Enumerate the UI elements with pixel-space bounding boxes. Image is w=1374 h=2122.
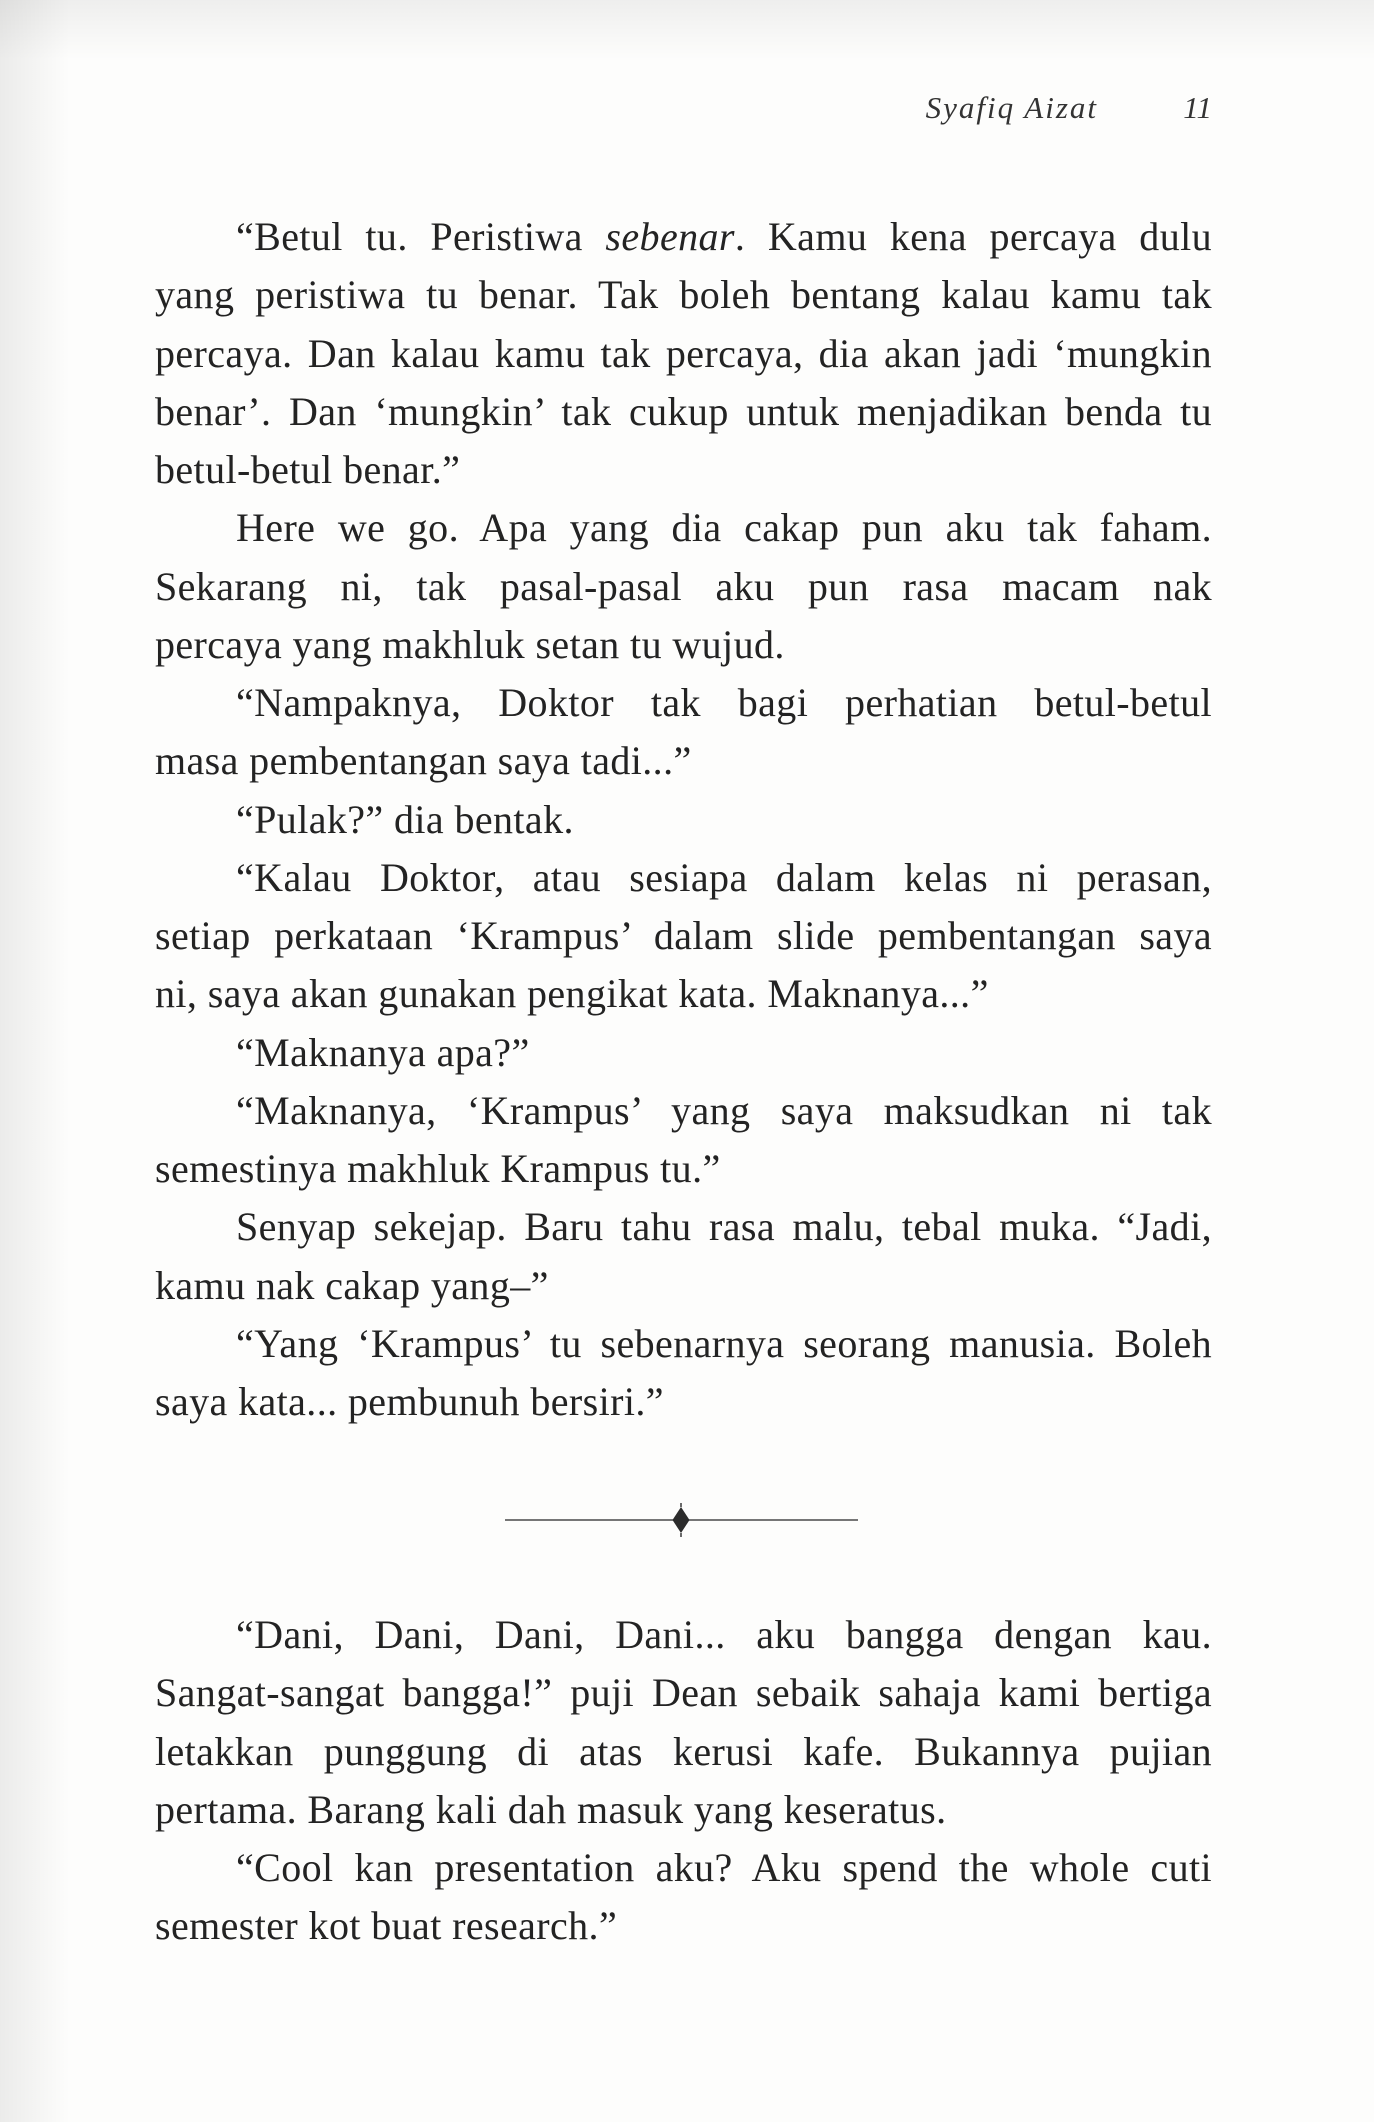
text-line: pertama. Barang kali dah masuk yang keseratus.	[155, 1786, 947, 1832]
paragraph	[155, 1315, 1212, 1432]
text-line: letakkan punggung di atas kerusi kafe. Bukannya pujian	[155, 1728, 1212, 1774]
running-header-author: Syafiq Aizat	[925, 90, 1098, 125]
text-line: benar’. Dan ‘mungkin’ tak cukup untuk menjadikan benda tu	[155, 388, 1212, 434]
text-line: setiap perkataan ‘Krampus’ dalam slide pembentangan saya	[155, 913, 1212, 958]
text-run: . Kamu kena percaya dulu	[734, 214, 1213, 259]
text-line	[155, 208, 1212, 266]
text-section-1	[155, 208, 1212, 1431]
text-line: Sekarang ni, tak pasal-pasal aku pun rasa macam nak	[155, 563, 1212, 609]
text-line: “Cool kan presentation aku? Aku spend the whole cuti	[236, 1845, 1212, 1890]
text-line: “Maknanya apa?”	[236, 1029, 530, 1075]
paragraph	[155, 1024, 1212, 1082]
paragraph	[155, 499, 1212, 674]
diamond-ornament-icon	[673, 1503, 690, 1537]
paragraph	[155, 208, 1212, 499]
text-line: Here we go. Apa yang dia cakap pun aku tak faham.	[236, 505, 1212, 551]
paragraph	[155, 849, 1212, 1024]
text-line: “Kalau Doktor, atau sesiapa dalam kelas ni perasan,	[236, 854, 1212, 900]
text-line: “Pulak?” dia bentak.	[236, 796, 574, 842]
paragraph	[155, 1082, 1212, 1199]
text-line: percaya. Dan kalau kamu tak percaya, dia akan jadi ‘mungkin	[155, 330, 1212, 376]
text-section-2	[155, 1606, 1212, 1956]
paragraph	[155, 1198, 1212, 1315]
text-line: kamu nak cakap yang–”	[155, 1262, 549, 1308]
text-line: Sangat-sangat bangga!” puji Dean sebaik sahaja kami bertiga	[155, 1670, 1212, 1716]
text-line: “Dani, Dani, Dani, Dani... aku bangga dengan kau.	[236, 1612, 1212, 1657]
paragraph	[155, 1839, 1212, 1956]
text-line: semestinya makhluk Krampus tu.”	[155, 1146, 721, 1191]
emphasized-word: sebenar	[605, 214, 735, 259]
text-line: “Nampaknya, Doktor tak bagi perhatian betul-betul	[236, 680, 1212, 725]
text-line: ni, saya akan gunakan pengikat kata. Maknanya...”	[155, 971, 989, 1017]
text-line: yang peristiwa tu benar. Tak boleh bentang kalau kamu tak	[155, 272, 1212, 318]
text-line: “Yang ‘Krampus’ tu sebenarnya seorang manusia. Boleh	[236, 1320, 1212, 1366]
paragraph	[155, 1606, 1212, 1839]
paragraph	[155, 674, 1212, 791]
text-line: “Maknanya, ‘Krampus’ yang saya maksudkan ni tak	[236, 1087, 1212, 1133]
text-line: saya kata... pembunuh bersiri.”	[155, 1379, 664, 1424]
running-header	[0, 88, 1374, 128]
text-run: “Betul tu. Peristiwa	[236, 214, 606, 259]
page-number: 11	[1183, 90, 1212, 125]
text-line: Senyap sekejap. Baru tahu rasa malu, tebal muka. “Jadi,	[236, 1204, 1212, 1250]
paragraph	[155, 791, 1212, 849]
section-divider	[0, 1500, 1374, 1540]
text-line: percaya yang makhluk setan tu wujud.	[155, 621, 785, 667]
text-line: masa pembentangan saya tadi...”	[155, 738, 692, 784]
text-line: betul-betul benar.”	[155, 447, 461, 492]
text-line: semester kot buat research.”	[155, 1903, 618, 1949]
divider-ornament	[0, 1500, 1374, 1540]
